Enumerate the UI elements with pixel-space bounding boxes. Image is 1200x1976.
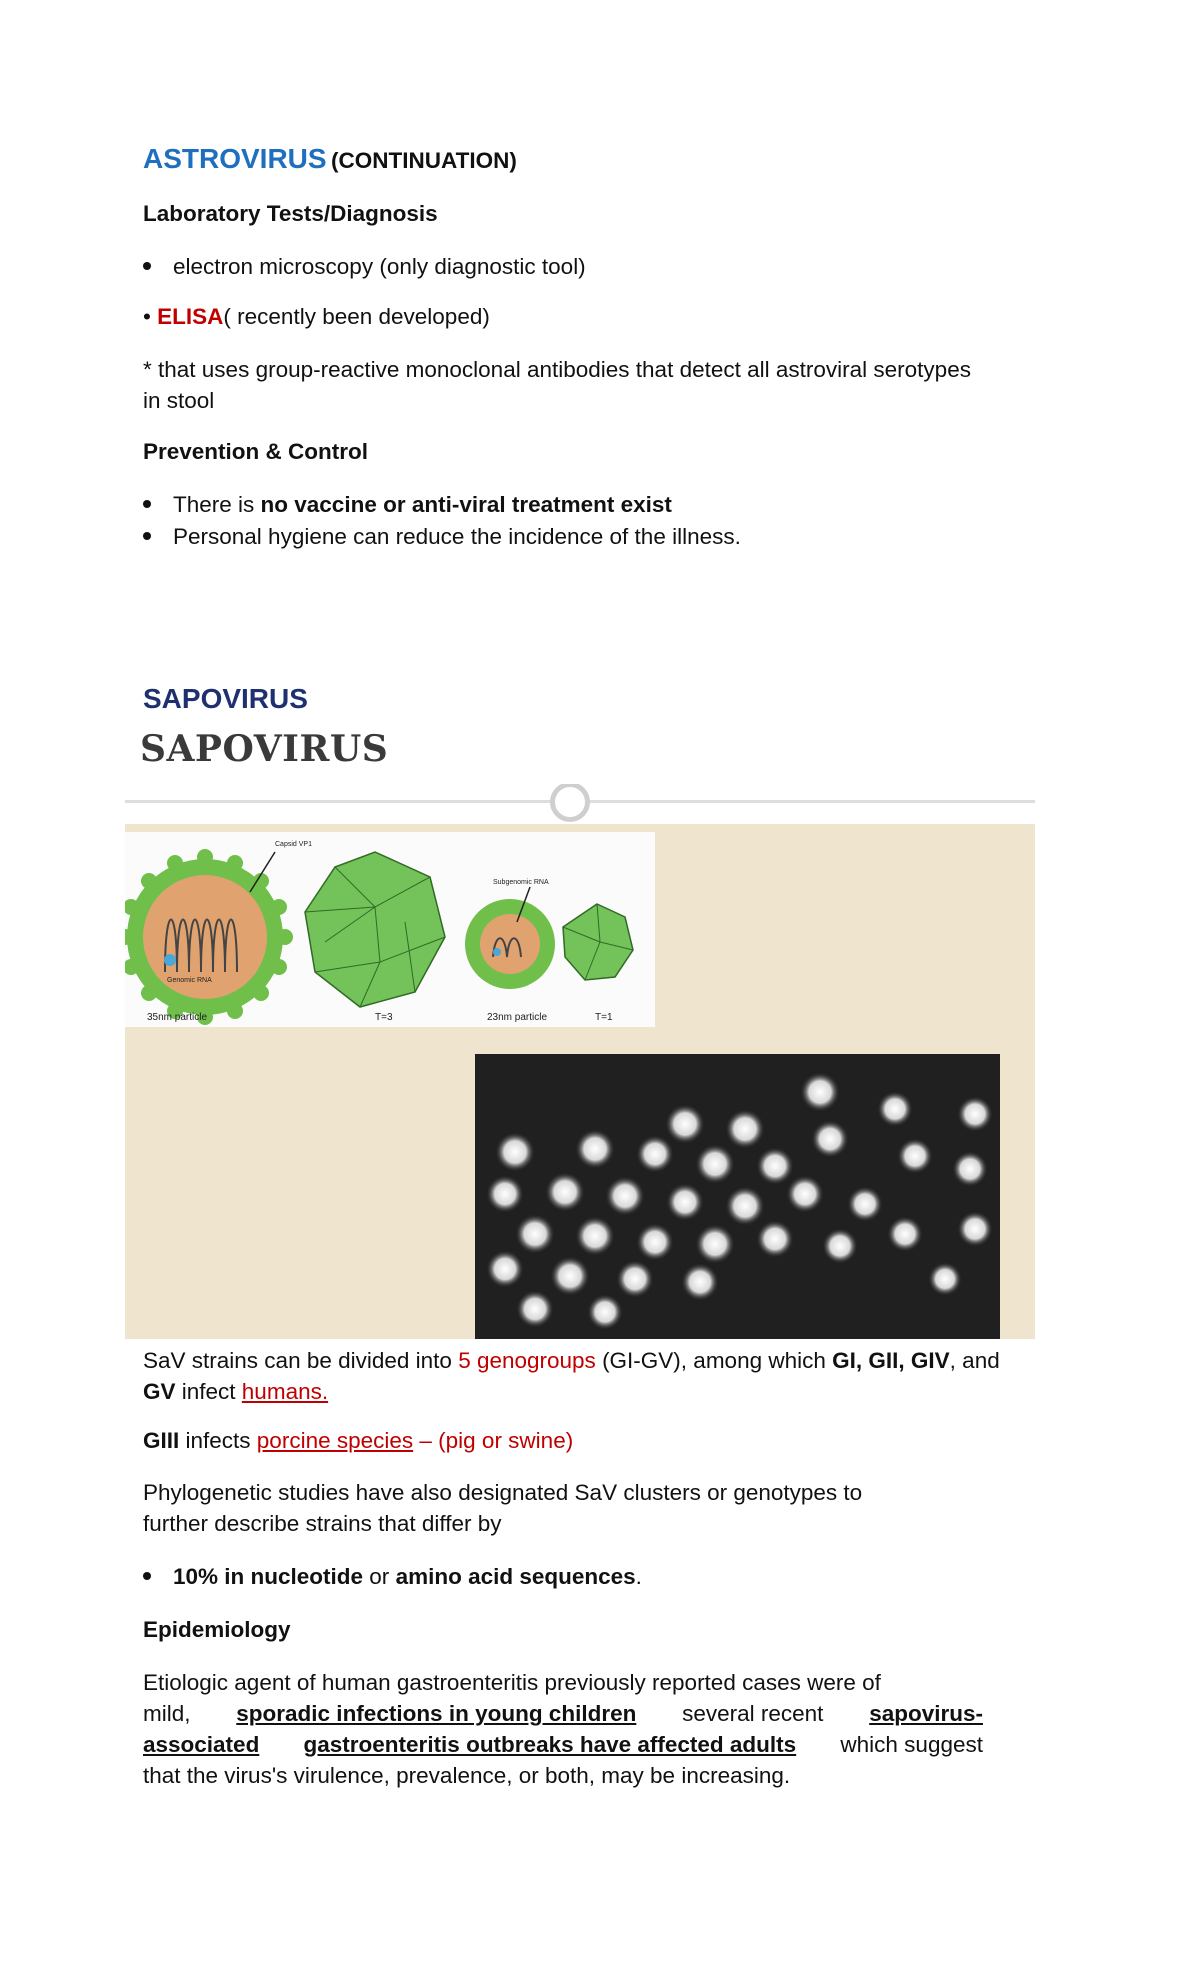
virus-diagram-svg: [125, 832, 655, 1027]
lab-tests-heading: Laboratory Tests/Diagnosis: [143, 201, 438, 226]
astrovirus-heading: [143, 143, 517, 175]
lab-note-line2: in stool: [143, 388, 215, 413]
epi-several: several recent: [682, 1701, 824, 1726]
epi-line3: [143, 1729, 983, 1760]
p1-groups: GI, GII, GIV: [832, 1348, 950, 1373]
epi-outbreaks: gastroenteritis outbreaks have affected adults: [303, 1732, 797, 1757]
epi-line1: Etiologic agent of human gastroenteritis previously reported cases were of: [143, 1670, 881, 1695]
p1-gv: GV: [143, 1379, 176, 1404]
astrovirus-title: ASTROVIRUS: [143, 143, 327, 174]
p1-genogroups: 5 genogroups: [458, 1348, 596, 1373]
label-t3: T=3: [375, 1012, 393, 1023]
sapovirus-figure: [125, 784, 1035, 1339]
slide-title: SAPOVIRUS: [140, 728, 389, 770]
label-23nm: 23nm particle: [487, 1012, 548, 1023]
sapovirus-heading: SAPOVIRUS: [143, 683, 308, 714]
lab-item-electron-microscopy: [143, 251, 586, 282]
bullet-icon: [143, 500, 151, 508]
prev-item1-bold: no vaccine or anti-viral treatment exist: [260, 492, 672, 517]
epi-sporadic: sporadic infections in young children: [236, 1701, 637, 1726]
astrovirus-title-suffix: (CONTINUATION): [331, 148, 517, 173]
p2-pig: – (pig or swine): [413, 1428, 574, 1453]
nucleotide-bullet: [143, 1561, 642, 1592]
lab-item1-text: electron microscopy (only diagnostic tool): [173, 254, 586, 279]
prevention-heading: Prevention & Control: [143, 439, 369, 464]
genogroups-line2: [143, 1376, 1063, 1407]
genogroups-paragraph: [143, 1345, 1063, 1407]
epidemiology-paragraph: [143, 1667, 983, 1791]
bullet-or: or: [363, 1564, 396, 1589]
prev-item1-prefix: There is: [173, 492, 261, 517]
particle-35nm: [125, 849, 293, 1025]
p2-giii: GIII: [143, 1428, 180, 1453]
label-t1: T=1: [595, 1012, 613, 1023]
epi-line2: [143, 1698, 983, 1729]
label-genomic: Genomic RNA: [167, 977, 212, 984]
epidemiology-heading: Epidemiology: [143, 1617, 291, 1642]
particle-t3: [305, 852, 445, 1007]
prev-item2-text: Personal hygiene can reduce the incidence of the illness.: [173, 524, 741, 549]
particle-t1: [563, 904, 633, 980]
p3-line1: Phylogenetic studies have also designated SaV clusters or genotypes to: [143, 1480, 863, 1505]
epi-associated: associated: [143, 1732, 260, 1757]
epi-sapovirus: sapovirus-: [869, 1701, 983, 1726]
virus-structure-diagram: [125, 832, 655, 1027]
epi-line4: that the virus's virulence, prevalence, or both, may be increasing.: [143, 1763, 791, 1788]
epi-mild: mild,: [143, 1701, 191, 1726]
phylogenetic-paragraph: [143, 1477, 862, 1539]
giii-paragraph: [143, 1425, 573, 1456]
bullet-period: .: [635, 1564, 642, 1589]
electron-micrograph: [475, 1054, 1000, 1339]
prevention-item1: [143, 489, 672, 520]
lab-item-elisa: [143, 301, 490, 332]
p2-porcine: porcine species: [256, 1428, 414, 1453]
lab-note: [143, 354, 971, 416]
lab-note-line1: * that uses group-reactive monoclonal antibodies that detect all astroviral serotypes: [143, 357, 971, 382]
epi-suggest: which suggest: [840, 1732, 983, 1757]
particle-23nm: [465, 887, 555, 989]
label-subgenomic: Subgenomic RNA: [493, 879, 549, 886]
p1-text-c: , and: [949, 1348, 1000, 1373]
p3-line2: further describe strains that differ by: [143, 1511, 502, 1536]
bullet-icon: [143, 1572, 151, 1580]
p1-text-a: SaV strains can be divided into: [143, 1348, 459, 1373]
bullet-amino: amino acid sequences: [395, 1564, 636, 1589]
genogroups-line1: [143, 1345, 1063, 1376]
elisa-rest: ( recently been developed): [223, 304, 490, 329]
label-capsid: Capsid VP1: [275, 841, 312, 848]
p1-text-b: (GI-GV), among which: [595, 1348, 833, 1373]
micrograph-svg: [475, 1054, 1000, 1339]
p2-infects: infects: [179, 1428, 257, 1453]
prevention-item2: [143, 521, 741, 552]
bullet-nucleotide: 10% in nucleotide: [173, 1564, 364, 1589]
p1-infect: infect: [175, 1379, 242, 1404]
label-35nm: 35nm particle: [147, 1012, 208, 1023]
bullet-icon: [143, 532, 151, 540]
bullet-icon: [143, 262, 151, 270]
p1-humans: humans.: [241, 1379, 329, 1404]
bullet-char: •: [143, 304, 151, 329]
elisa-label: ELISA: [157, 304, 224, 329]
